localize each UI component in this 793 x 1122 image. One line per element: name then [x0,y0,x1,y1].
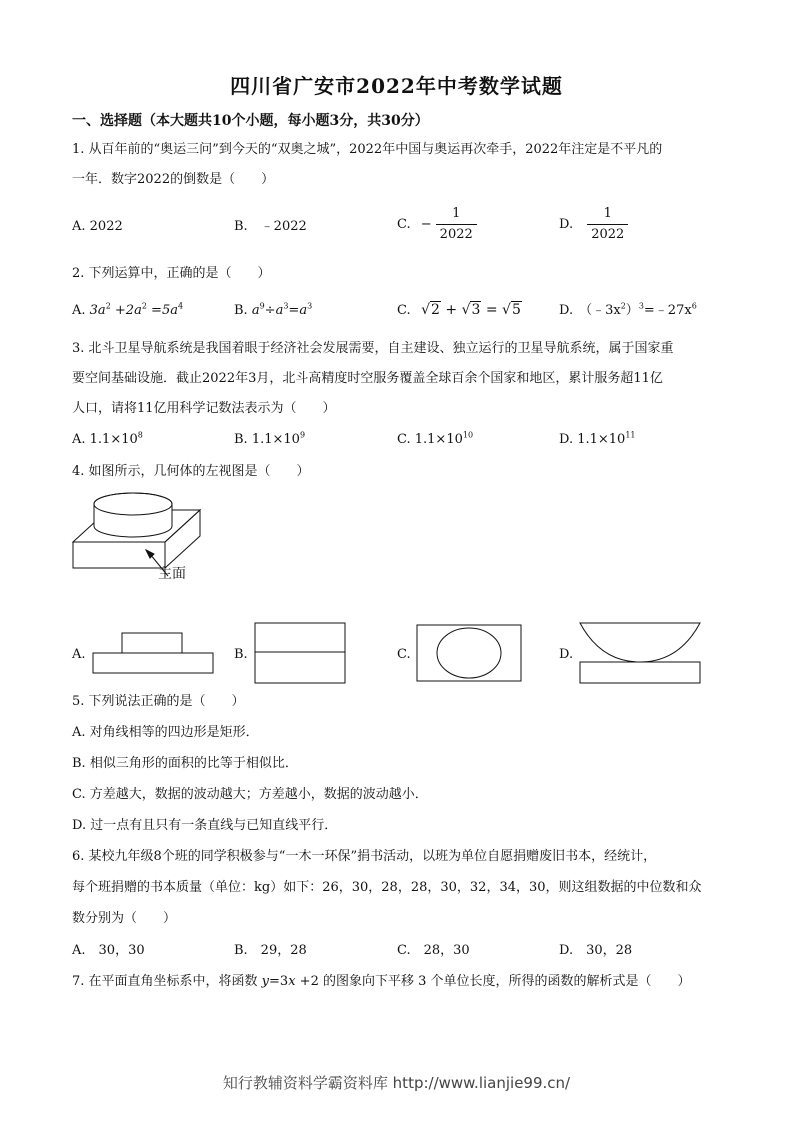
q3-c-base: C. 1.1×10 [397,432,463,447]
q3-option-d [559,430,636,450]
q2-option-d [559,301,697,321]
q6-option-a: A. 30，30 [72,943,145,958]
q3-c-exponent: 10 [462,430,474,440]
q1-option-d [559,204,628,245]
q2-d-part1: （﹣3x [579,303,621,318]
q3-option-a [72,430,143,450]
q4-a-bottom-rect [93,653,213,673]
q2-d-part2: ） [625,303,639,318]
q2-c-sqrt-2: √2 [421,302,440,318]
q2-b-exp2: 3 [283,301,289,311]
q2-b-exp3: 3 [307,301,313,311]
q4-option-c-label: C. [397,647,411,662]
q2-option-c-label: C. [397,303,411,318]
q4-option-d-label: D. [559,647,574,662]
q1-option-c-denominator: 2022 [436,224,477,245]
q4-c-outer-rect [417,625,521,681]
q1-option-c-fraction [436,204,477,245]
q2-c-sqrt-3: √3 [461,302,481,318]
q4-a-top-rect [122,633,182,653]
q2-option-c [397,300,522,321]
q1-option-c [397,204,477,245]
q1-option-c-sign: − [420,217,432,232]
q3-option-c [397,430,473,450]
q4-stem: 4. 如图所示，几何体的左视图是（ ） [72,464,310,479]
q3-stem-line-3: 人口，请将11亿用科学记数法表示为（ ） [72,401,336,416]
q3-option-b [234,430,305,450]
q2-d-exp1: 2 [620,301,626,311]
q3-stem-line-2: 要空间基础设施．截止2022年3月，北斗高精度时空服务覆盖全球百余个国家和地区，累计服务超11亿 [72,371,663,386]
q3-d-exponent: 11 [625,430,636,440]
q3-stem-line-1: 3. 北斗卫星导航系统是我国着眼于经济社会发展需要，自主建设、独立运行的卫星导航系统，属于国家重 [72,341,674,356]
q2-b-part2: ÷a [264,303,284,318]
q2-option-d-label: D. [559,303,574,318]
q2-d-exp3: 6 [691,301,697,311]
q3-b-exponent: 9 [299,430,306,440]
q7-var-y: y [261,974,270,989]
q4-option-c-figure [416,624,522,682]
q2-d-exp2: 3 [638,301,644,311]
q2-option-a [72,301,183,321]
q5-option-d: D. 过一点有且只有一条直线与已知直线平行． [72,818,338,833]
q6-option-d: D. 30，28 [559,943,633,958]
q4-option-b-figure [254,622,346,684]
q4-option-d-figure [579,622,701,684]
q1-option-c-label: C. [397,217,411,232]
q5-option-a: A. 对角线相等的四边形是矩形． [72,725,259,740]
q1-option-b: B. ﹣2022 [234,219,307,234]
q4-d-bowl-shape [580,623,700,662]
q4-option-a-label: A. [72,647,86,662]
q2-stem: 2. 下列运算中，正确的是（ ） [72,266,271,281]
q6-stem-line-1: 6. 某校九年级8个班的同学积极参与“一木一环保”捐书活动，以班为单位自愿捐赠废旧书本，经统计， [72,849,657,864]
q2-d-part3: =﹣27x [643,303,692,318]
q1-option-c-numerator: 1 [452,206,461,221]
q4-d-base-rect [580,662,700,683]
q6-stem-line-2: 每个班捐赠的书本质量（单位：kg）如下：26，30，28，28，30，32，34，30，则这组数据的中位数和众 [72,880,702,895]
q4-figure-label: 主面 [158,566,186,582]
q2-a-exp3: 4 [177,301,184,311]
q5-stem: 5. 下列说法正确的是（ ） [72,694,245,709]
q1-stem-line-2: 一年．数字2022的倒数是（ ） [72,172,275,187]
q3-b-base: B. 1.1×10 [234,432,300,447]
q2-c-sqrt-5: √5 [502,302,521,318]
q2-c-radicand-3: 3 [471,302,481,318]
q2-option-b-label: B. [234,303,248,318]
q4-solid-figure [68,490,218,590]
q2-c-radicand-2: 2 [431,302,440,318]
q7-part3: +2 的图象向下平移 3 个单位长度，所得的函数的解析式是（ ） [295,974,691,989]
q1-option-d-label: D. [559,217,574,232]
footer-watermark: 知行教辅资料学霸资料库 http://www.lianjie99.cn/ [222,1074,571,1092]
section-heading: 一、选择题（本大题共10个小题，每小题3分，共30分） [72,113,429,129]
q2-c-equals: = [485,302,498,318]
q2-a-part1: 3a [85,303,106,318]
q2-c-radicand-5: 5 [511,302,521,318]
q4-cylinder-body [94,504,172,537]
q2-b-part3: =a [288,303,308,318]
q5-option-c: C. 方差越大，数据的波动越大；方差越小，数据的波动越小． [72,787,428,802]
q6-option-c: C. 28，30 [397,943,470,958]
q2-b-part1: a [247,303,260,318]
q3-d-base: D. 1.1×10 [559,432,626,447]
q7-part2: =3 [269,974,289,989]
page-title: 四川省广安市2022年中考数学试题 [230,74,563,98]
q4-option-b-label: B. [234,647,248,662]
q7-stem [72,972,691,992]
q2-c-plus: + [445,302,458,318]
q1-option-a: A. 2022 [72,219,123,234]
q6-option-b: B. 29，28 [234,943,307,958]
q7-part1: 7. 在平面直角坐标系中，将函数 [72,974,262,989]
q4-option-a-figure [92,632,214,676]
q2-b-exp1: 9 [259,301,265,311]
q1-option-d-fraction [587,204,628,245]
q2-option-b [234,301,312,321]
q2-a-exp2: 2 [141,301,147,311]
q2-a-exp1: 2 [105,301,111,311]
q2-a-part2: +2a [110,303,142,318]
q4-c-ellipse [437,628,501,678]
q6-stem-line-3: 数分别为（ ） [72,911,177,926]
q2-a-part3: =5a [146,303,178,318]
q1-option-d-denominator: 2022 [587,224,628,245]
q1-stem-line-1: 1. 从百年前的“奥运三问”到今天的“双奥之城”，2022年中国与奥运再次牵手，2022年注定是不平凡的 [72,142,663,157]
q1-option-d-numerator: 1 [603,206,612,221]
q5-option-b: B. 相似三角形的面积的比等于相似比． [72,756,298,771]
q2-option-a-label: A. [72,303,86,318]
q7-var-x: x [288,974,296,989]
q3-a-base: A. 1.1×10 [72,432,138,447]
q3-a-exponent: 8 [137,430,143,440]
q4-b-outer-rect [255,623,345,683]
